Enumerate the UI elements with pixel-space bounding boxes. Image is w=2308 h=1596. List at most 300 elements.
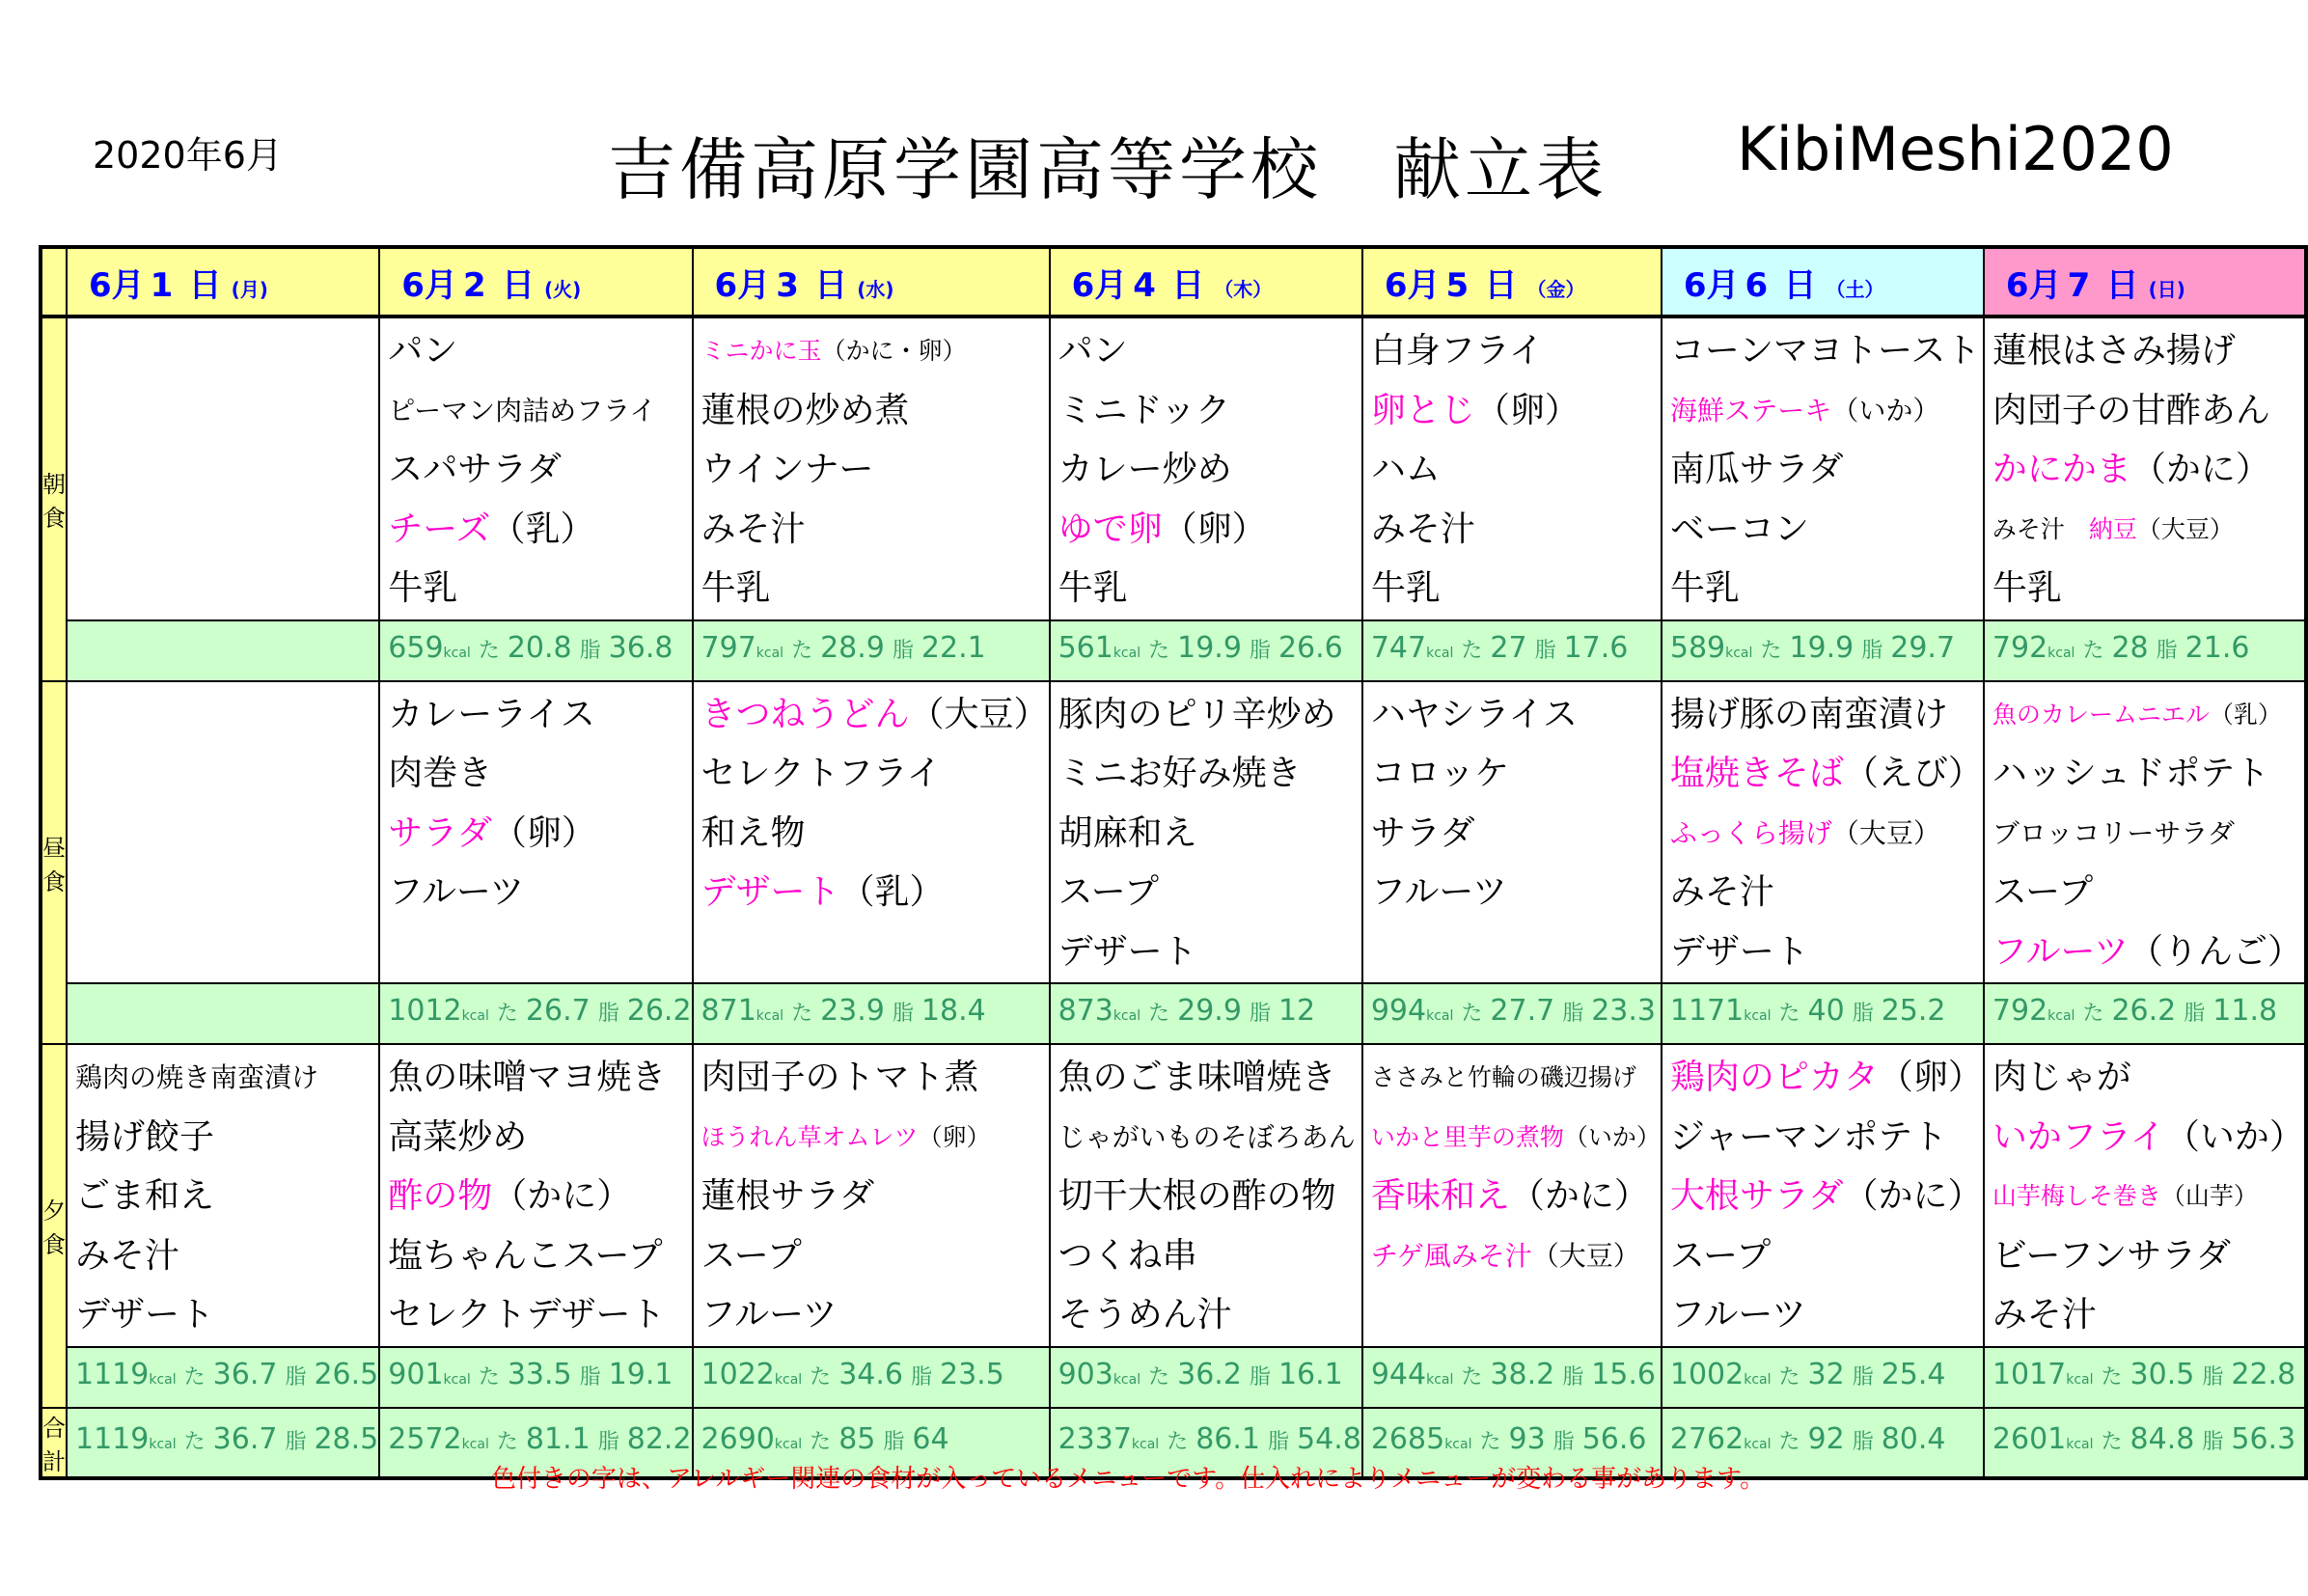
menu-item-name: 牛乳	[701, 568, 771, 608]
fat-label: 脂	[597, 1002, 619, 1026]
day-month: 6	[1384, 265, 1408, 305]
kcal-value: 1171	[1669, 994, 1745, 1028]
menu-item-name: 胡麻和え	[1058, 812, 1197, 853]
protein-value: 34.6	[838, 1357, 903, 1391]
protein-label: た	[496, 1002, 518, 1026]
allergen-note: （かに）	[1509, 1176, 1649, 1216]
menu-item-name: いかフライ	[1992, 1116, 2165, 1157]
fat-label: 脂	[597, 1430, 619, 1454]
fat-value: 26.6	[1278, 630, 1343, 665]
menu-cell	[1050, 316, 1362, 620]
day-month: 6	[401, 265, 425, 305]
protein-value: 40	[1807, 994, 1845, 1028]
menu-item-name: 鶏肉の焼き南蛮漬け	[75, 1061, 319, 1093]
menu-item-name: ミニお好み焼き	[1058, 754, 1302, 793]
kcal-value: 1119	[75, 1422, 150, 1456]
protein-value: 32	[1807, 1357, 1845, 1391]
menu-cell	[379, 1044, 692, 1347]
allergen-note: （かに・卵）	[821, 337, 967, 365]
menu-item-name: 魚の味噌マヨ焼き	[388, 1058, 667, 1097]
menu-cell	[1662, 316, 1984, 620]
kcal-unit: kcal	[774, 1371, 803, 1388]
allergen-note: （えび）	[1843, 754, 1983, 793]
kcal-value: 2337	[1058, 1422, 1132, 1456]
menu-item	[388, 1286, 691, 1346]
menu-item	[1371, 382, 1661, 442]
fat-value: 11.8	[2212, 994, 2278, 1028]
menu-cell	[693, 1044, 1050, 1347]
kcal-unit: kcal	[149, 1371, 177, 1388]
protein-label: た	[183, 1430, 206, 1454]
protein-label: た	[1760, 638, 1782, 663]
kcal-unit: kcal	[1131, 1437, 1160, 1452]
fat-value: 26.2	[626, 994, 692, 1028]
menu-cell	[1362, 316, 1662, 620]
day-header: 6月 6 日 （土）	[1662, 247, 1984, 316]
menu-item-name: 鶏肉のピカタ	[1669, 1058, 1879, 1097]
protein-label: た	[1461, 1364, 1483, 1390]
kcal-value: 1022	[701, 1357, 775, 1391]
menu-item	[1670, 745, 1983, 805]
menu-item-name: フルーツ	[388, 872, 525, 912]
menu-item-name: セレクトデザート	[388, 1295, 666, 1335]
protein-label: た	[1479, 1430, 1501, 1454]
menu-item	[1058, 441, 1361, 501]
allergen-note: （卵）	[1474, 390, 1580, 430]
kcal-value: 1002	[1669, 1357, 1745, 1391]
nutrition-cell	[1362, 620, 1662, 681]
protein-value: 33.5	[507, 1357, 572, 1391]
protein-label: た	[1778, 1002, 1800, 1026]
menu-item-name: 肉じゃが	[1992, 1058, 2131, 1097]
menu-item-name: 牛乳	[1370, 568, 1441, 608]
menu-item-name: 香味和え	[1370, 1176, 1510, 1216]
menu-item	[701, 441, 1049, 501]
nutrition-cell	[1050, 983, 1362, 1044]
day-weekday: (火)	[543, 277, 582, 301]
menu-item	[701, 805, 1049, 865]
protein-label: た	[2101, 1364, 2123, 1390]
menu-item	[1670, 805, 1983, 865]
nutrition-cell	[379, 983, 692, 1044]
protein-value: 84.8	[2129, 1422, 2195, 1456]
menu-item-name: スープ	[1992, 872, 2094, 912]
menu-cell	[67, 681, 379, 984]
day-weekday: (月)	[231, 277, 268, 301]
menu-cell	[67, 316, 379, 620]
menu-item-name: フルーツ	[1370, 872, 1507, 912]
protein-value: 36.2	[1177, 1357, 1242, 1391]
nutrition-cell	[1662, 620, 1984, 681]
menu-item-name: スープ	[1058, 872, 1159, 912]
protein-label: た	[1148, 638, 1170, 663]
menu-item	[1371, 1049, 1661, 1109]
protein-label: た	[791, 638, 813, 663]
menu-item	[1992, 1286, 2304, 1346]
kcal-value: 944	[1370, 1357, 1427, 1391]
menu-item	[388, 686, 691, 746]
kcal-value: 2572	[388, 1422, 462, 1456]
fat-label: 脂	[1249, 1002, 1271, 1026]
menu-item-name: 肉巻き	[388, 754, 493, 793]
allergen-note: （卵）	[918, 1122, 991, 1151]
menu-item-name: ささみと竹輪の磯辺揚げ	[1370, 1063, 1636, 1091]
menu-item-name: デザート	[1669, 931, 1809, 972]
kcal-unit: kcal	[2066, 1437, 2094, 1452]
protein-value: 28.9	[820, 630, 885, 665]
protein-label: た	[2082, 638, 2104, 663]
fat-label: 脂	[2184, 1002, 2206, 1026]
kcal-unit: kcal	[1744, 1371, 1772, 1388]
menu-item	[1670, 686, 1983, 746]
fat-label: 脂	[1852, 1002, 1874, 1026]
menu-item-name: ハム	[1370, 450, 1441, 489]
kcal-value: 1119	[75, 1357, 150, 1391]
protein-value: 19.9	[1789, 630, 1855, 665]
fat-label: 脂	[1249, 638, 1271, 663]
kcal-unit: kcal	[461, 1008, 489, 1024]
fat-value: 18.4	[920, 994, 986, 1028]
menu-item-name: 牛乳	[388, 568, 458, 608]
protein-value: 29.9	[1177, 994, 1242, 1028]
menu-item-name: ベーコン	[1669, 509, 1809, 549]
fat-label: 脂	[579, 1364, 601, 1390]
menu-cell	[693, 316, 1050, 620]
menu-item-name: みそ汁	[1992, 1295, 2097, 1335]
menu-item-name: みそ汁	[701, 509, 806, 549]
menu-item-name: コーンマヨトースト	[1669, 331, 1981, 371]
menu-item	[1670, 560, 1983, 619]
menu-item	[701, 322, 1049, 382]
menu-item-name: つくね串	[1058, 1235, 1197, 1276]
menu-item	[1058, 560, 1361, 619]
menu-item	[701, 1227, 1049, 1287]
menu-item	[388, 1109, 691, 1169]
fat-value: 22.8	[2231, 1357, 2296, 1391]
menu-table	[39, 245, 2308, 1480]
allergen-note: （卵）	[1162, 509, 1267, 549]
menu-item-name: セレクトフライ	[701, 754, 942, 793]
menu-item	[1058, 1109, 1361, 1169]
menu-item-name: 揚げ豚の南蛮漬け	[1669, 694, 1948, 734]
kcal-value: 2762	[1669, 1422, 1745, 1456]
menu-item	[388, 1227, 691, 1287]
menu-item-name: ミニかに玉	[701, 337, 822, 365]
menu-item-name: 塩ちゃんこスープ	[388, 1235, 663, 1276]
fat-value: 15.6	[1591, 1357, 1656, 1391]
menu-item	[1670, 322, 1983, 382]
menu-item	[388, 1049, 691, 1109]
fat-label: 脂	[892, 638, 914, 663]
menu-item	[1670, 923, 1983, 983]
kcal-unit: kcal	[1113, 1371, 1141, 1388]
day-date: 2	[462, 265, 486, 305]
menu-item-name: フルーツ	[1669, 1295, 1806, 1335]
kcal-unit: kcal	[2047, 1008, 2075, 1024]
protein-label: た	[183, 1364, 206, 1390]
menu-item	[1058, 686, 1361, 746]
fat-value: 12	[1278, 994, 1316, 1028]
menu-item-name: チゲ風みそ汁	[1370, 1239, 1532, 1272]
menu-item	[701, 686, 1049, 746]
nutrition-cell	[1362, 1347, 1662, 1408]
menu-item-name: 肉団子のトマト煮	[701, 1058, 979, 1097]
menu-item-name: 切干大根の酢の物	[1058, 1176, 1336, 1216]
menu-item	[1371, 1168, 1661, 1227]
fat-value: 25.2	[1881, 994, 1946, 1028]
kcal-unit: kcal	[149, 1437, 177, 1452]
protein-value: 86.1	[1195, 1422, 1261, 1456]
menu-cell	[379, 316, 692, 620]
menu-cell	[1984, 1044, 2306, 1347]
allergen-note: （卵）	[1878, 1058, 1983, 1097]
menu-item	[1670, 1227, 1983, 1287]
menu-item	[388, 382, 691, 442]
fat-value: 23.5	[940, 1357, 1004, 1391]
fat-label: 脂	[285, 1430, 307, 1454]
kcal-value: 561	[1058, 630, 1113, 665]
fat-value: 25.4	[1881, 1357, 1946, 1391]
day-date: 1	[150, 265, 174, 305]
menu-item	[1058, 805, 1361, 865]
fat-label: 脂	[1534, 638, 1556, 663]
menu-item	[701, 560, 1049, 619]
menu-item-name: 南瓜サラダ	[1669, 450, 1844, 489]
nutrition-cell	[1050, 1347, 1362, 1408]
fat-value: 56.6	[1581, 1422, 1647, 1456]
menu-item	[1670, 1168, 1983, 1227]
fat-value: 23.3	[1591, 994, 1656, 1028]
menu-item-name: 白身フライ	[1370, 331, 1544, 371]
menu-item-name: 納豆	[2088, 514, 2137, 543]
menu-item	[1371, 560, 1661, 619]
allergen-note: （かに）	[492, 1176, 632, 1216]
protein-value: 20.8	[507, 630, 572, 665]
menu-item	[1371, 686, 1661, 746]
fat-label: 脂	[1249, 1364, 1271, 1390]
protein-label: た	[810, 1364, 832, 1390]
day-date: 6	[1745, 265, 1769, 305]
protein-value: 19.9	[1177, 630, 1242, 665]
fat-label: 脂	[1552, 1430, 1575, 1454]
kcal-value: 2690	[701, 1422, 775, 1456]
protein-label: た	[2082, 1002, 2104, 1026]
menu-item	[701, 1049, 1049, 1109]
protein-value: 85	[838, 1422, 876, 1456]
fat-label: 脂	[2156, 638, 2178, 663]
menu-item-name: ごま和え	[75, 1176, 215, 1216]
kcal-unit: kcal	[1744, 1437, 1772, 1452]
day-weekday: （金）	[1526, 277, 1585, 301]
allergen-note: （乳）	[2209, 700, 2282, 729]
fat-label: 脂	[579, 638, 601, 663]
fat-value: 36.8	[608, 630, 673, 665]
kcal-value: 659	[388, 630, 444, 665]
menu-item	[1670, 1286, 1983, 1346]
allergen-note: （かに）	[2130, 450, 2270, 489]
menu-cell	[1362, 681, 1662, 984]
kcal-unit: kcal	[1744, 1008, 1772, 1024]
menu-item	[1670, 501, 1983, 561]
day-header: 6月 2 日 (火)	[379, 247, 692, 316]
kcal-value: 1017	[1992, 1357, 2067, 1391]
menu-item	[701, 501, 1049, 561]
menu-item-name: 蓮根はさみ揚げ	[1992, 331, 2236, 371]
menu-item	[388, 441, 691, 501]
menu-item	[1670, 1049, 1983, 1109]
kcal-unit: kcal	[1426, 645, 1454, 661]
menu-item	[1371, 805, 1661, 865]
nutrition-cell	[379, 620, 692, 681]
menu-item	[1992, 864, 2304, 923]
menu-item-name: 大根サラダ	[1669, 1176, 1844, 1216]
nutrition-cell	[67, 1347, 379, 1408]
kcal-unit: kcal	[1725, 645, 1753, 661]
menu-item-name: ゆで卵	[1058, 509, 1163, 549]
menu-item	[1670, 864, 1983, 923]
menu-cell	[693, 681, 1050, 984]
menu-item	[75, 1286, 378, 1346]
menu-item-name: ハッシュドポテト	[1992, 754, 2270, 793]
day-month: 6	[1683, 265, 1707, 305]
fat-label: 脂	[2202, 1364, 2224, 1390]
kcal-value: 903	[1058, 1357, 1113, 1391]
allergen-note: （大豆）	[2136, 514, 2234, 543]
day-header: 6月 7 日 (日)	[1984, 247, 2306, 316]
menu-item	[1992, 686, 2304, 746]
menu-item	[1992, 501, 2304, 561]
fat-value: 17.6	[1563, 630, 1629, 665]
protein-label: た	[791, 1002, 813, 1026]
menu-cell	[1362, 1044, 1662, 1347]
fat-label: 脂	[1562, 1002, 1584, 1026]
nutrition-cell	[379, 1347, 692, 1408]
menu-item-name: みそ汁	[1992, 514, 2089, 543]
menu-cell	[1662, 1044, 1984, 1347]
kcal-value: 797	[701, 630, 756, 665]
protein-value: 27	[1490, 630, 1527, 665]
day-weekday: (日)	[2148, 277, 2185, 301]
day-date: 4	[1133, 265, 1156, 305]
menu-item-name: みそ汁	[75, 1235, 180, 1276]
menu-item	[1992, 805, 2304, 865]
menu-item-name: デザート	[701, 872, 840, 912]
kcal-value: 792	[1992, 630, 2048, 665]
protein-label: た	[478, 1364, 500, 1390]
day-weekday: (水)	[857, 277, 894, 301]
meal-label-breakfast: 朝食	[41, 316, 67, 681]
menu-item	[1058, 1168, 1361, 1227]
menu-cell	[1050, 681, 1362, 984]
menu-item	[1371, 864, 1661, 923]
nutrition-cell	[693, 983, 1050, 1044]
menu-item-name: パン	[388, 331, 458, 371]
kcal-unit: kcal	[1444, 1437, 1472, 1452]
menu-item	[1992, 1109, 2304, 1169]
meal-label-total: 合計	[41, 1408, 67, 1478]
menu-item	[388, 322, 691, 382]
menu-item-name: ピーマン肉詰めフライ	[388, 394, 657, 427]
menu-item	[1058, 1227, 1361, 1287]
fat-value: 28.5	[314, 1422, 379, 1456]
kcal-value: 2601	[1992, 1422, 2067, 1456]
allergen-note: （りんご）	[2129, 931, 2303, 972]
brand-logo-text: KibiMeshi2020	[1737, 114, 2174, 184]
fat-label: 脂	[285, 1364, 307, 1390]
day-header: 6月 4 日 （木）	[1050, 247, 1362, 316]
fat-label: 脂	[1852, 1364, 1874, 1390]
allergen-note: （山芋）	[2160, 1182, 2258, 1210]
nutrition-cell	[1984, 983, 2306, 1044]
menu-item	[1992, 560, 2304, 619]
menu-item-name: サラダ	[388, 812, 492, 853]
protein-label: た	[496, 1430, 518, 1454]
menu-item	[1371, 501, 1661, 561]
month-label: 2020年6月	[93, 134, 283, 177]
allergen-note: （卵）	[491, 812, 596, 853]
menu-item-name: 山芋梅しそ巻き	[1992, 1182, 2161, 1210]
menu-item	[1058, 382, 1361, 442]
menu-item-name: じゃがいものそぼろあん	[1058, 1120, 1356, 1153]
kcal-unit: kcal	[756, 645, 784, 661]
menu-cell	[1662, 681, 1984, 984]
menu-item	[1992, 1049, 2304, 1109]
fat-label: 脂	[1861, 638, 1883, 663]
menu-item-name: 和え物	[701, 812, 806, 853]
menu-item	[1670, 382, 1983, 442]
fat-label: 脂	[1268, 1430, 1290, 1454]
allergen-note: （大豆）	[1531, 1239, 1640, 1272]
day-month: 6	[89, 265, 112, 305]
protein-label: た	[478, 638, 500, 663]
menu-item	[701, 745, 1049, 805]
menu-item-name: フルーツ	[1992, 931, 2129, 972]
menu-item-name: ハヤシライス	[1370, 694, 1579, 734]
menu-item-name: 牛乳	[1669, 568, 1740, 608]
menu-item-name: デザート	[75, 1295, 215, 1335]
menu-item	[75, 1109, 378, 1169]
fat-value: 80.4	[1881, 1422, 1946, 1456]
menu-item	[1058, 501, 1361, 561]
menu-cell	[67, 1044, 379, 1347]
kcal-value: 871	[701, 994, 756, 1028]
menu-item-name: デザート	[1058, 931, 1197, 972]
allergen-note: （かに）	[1843, 1176, 1983, 1216]
kcal-value: 792	[1992, 994, 2048, 1028]
protein-label: た	[1167, 1430, 1189, 1454]
menu-item-name: 海鮮ステーキ	[1669, 394, 1832, 427]
kcal-value: 1012	[388, 994, 462, 1028]
menu-item-name: 高菜炒め	[388, 1116, 528, 1157]
kcal-unit: kcal	[443, 1371, 471, 1388]
kcal-unit: kcal	[1426, 1371, 1454, 1388]
menu-item-name: カレーライス	[388, 694, 595, 734]
menu-item-name: 魚のカレームニエル	[1992, 700, 2210, 729]
kcal-value: 994	[1370, 994, 1427, 1028]
menu-item	[1058, 745, 1361, 805]
menu-item-name: かにかま	[1992, 450, 2131, 489]
menu-item	[1371, 1227, 1661, 1287]
fat-label: 脂	[883, 1430, 905, 1454]
kcal-unit: kcal	[2047, 645, 2075, 661]
menu-item-name: スパサラダ	[388, 450, 562, 489]
nutrition-cell	[1050, 620, 1362, 681]
nutrition-cell	[67, 983, 379, 1044]
page-title: 吉備高原学園高等学校 献立表	[608, 130, 1607, 209]
menu-item	[1992, 382, 2304, 442]
kcal-unit: kcal	[1113, 645, 1141, 661]
menu-item	[1371, 745, 1661, 805]
